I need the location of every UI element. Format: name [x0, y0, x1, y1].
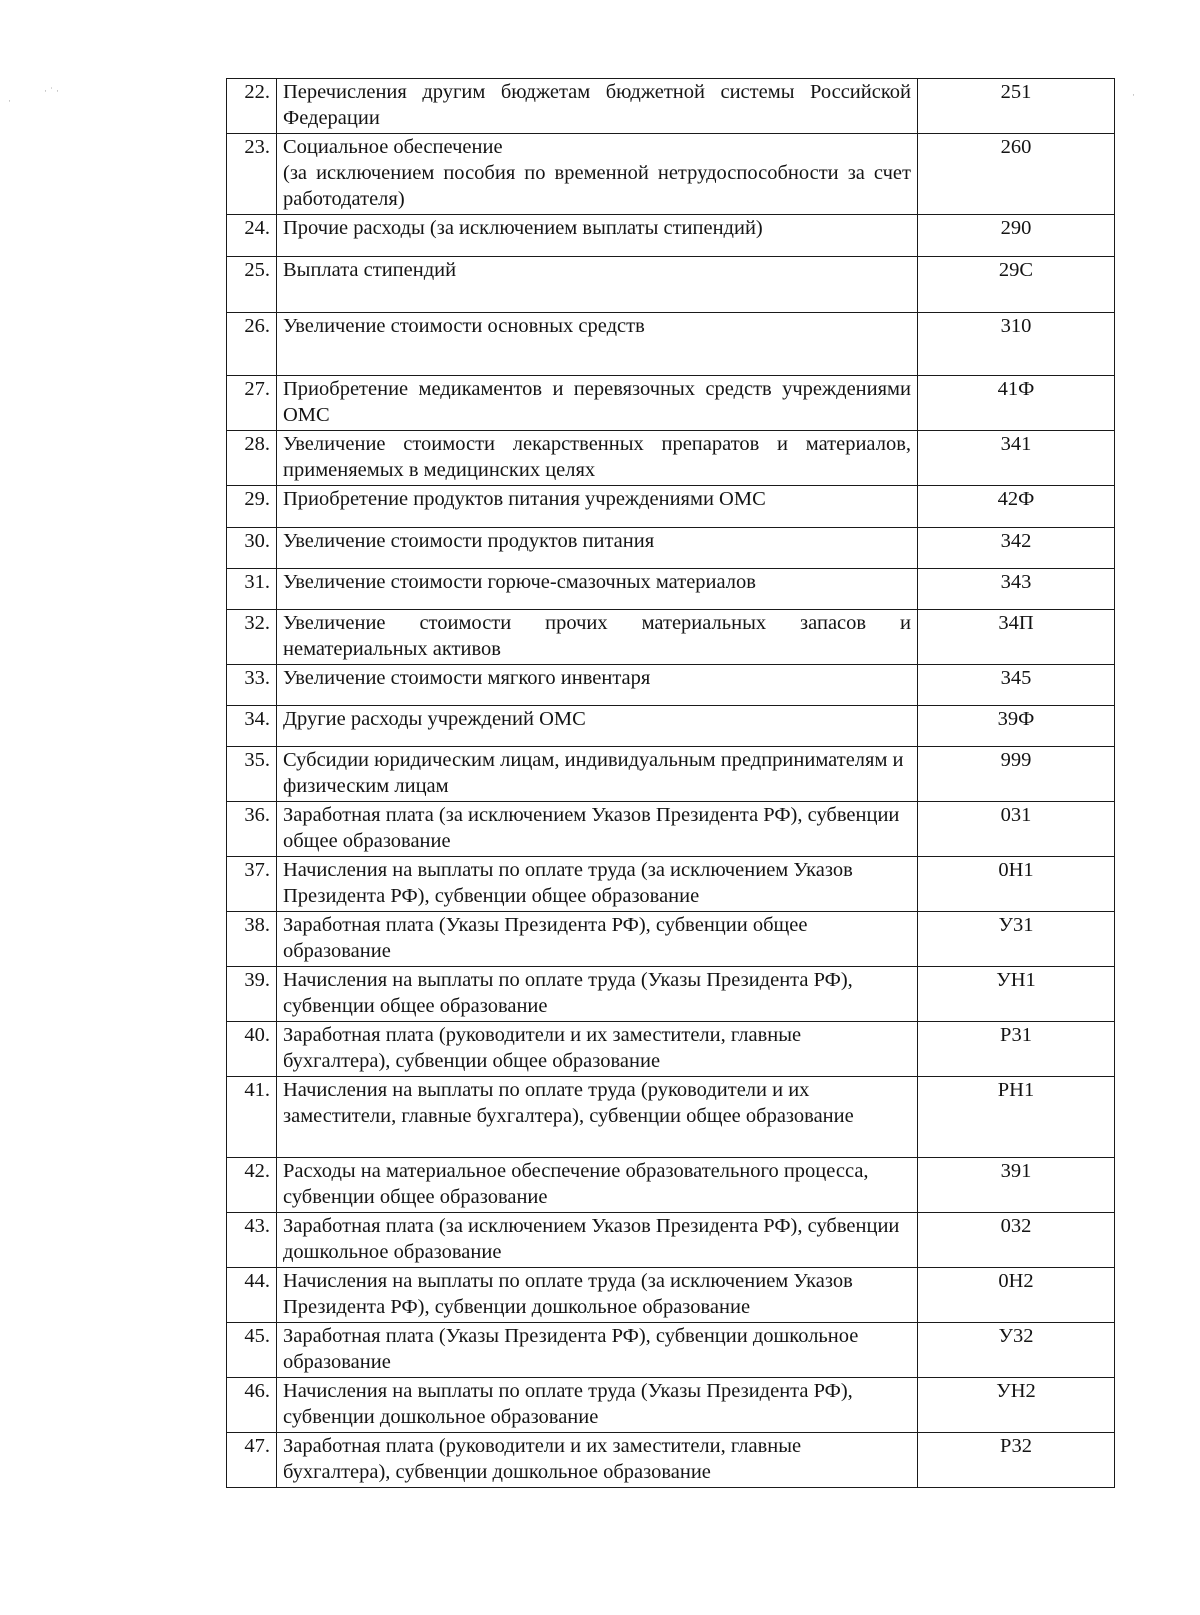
row-description: Увеличение стоимости мягкого инвентаря — [277, 665, 918, 706]
row-code: 0Н2 — [918, 1268, 1115, 1323]
row-code: 999 — [918, 747, 1115, 802]
row-number: 40. — [227, 1022, 277, 1077]
row-code: 032 — [918, 1213, 1115, 1268]
table-row — [227, 802, 1115, 857]
row-number: 25. — [227, 257, 277, 313]
row-description: Заработная плата (Указы Президента РФ), субвенции общее образование — [277, 912, 918, 967]
row-number: 27. — [227, 376, 277, 431]
row-description: Заработная плата (за исключением Указов Президента РФ), субвенции общее образование — [277, 802, 918, 857]
table-row — [227, 1158, 1115, 1213]
table-row — [227, 215, 1115, 257]
expense-codes-table — [226, 78, 1115, 1488]
row-code: 34П — [918, 610, 1115, 665]
row-code: 391 — [918, 1158, 1115, 1213]
row-number: 32. — [227, 610, 277, 665]
row-description: Начисления на выплаты по оплате труда (руководители и их заместители, главные бухгалтера), субвенции общее образование — [277, 1077, 918, 1158]
row-code: 341 — [918, 431, 1115, 486]
row-description: Выплата стипендий — [277, 257, 918, 313]
row-description: Увеличение стоимости основных средств — [277, 313, 918, 376]
row-description: Заработная плата (руководители и их заместители, главные бухгалтера), субвенции дошкольное образование — [277, 1433, 918, 1488]
table-row — [227, 1077, 1115, 1158]
table-row — [227, 1323, 1115, 1378]
row-description: Заработная плата (Указы Президента РФ), субвенции дошкольное образование — [277, 1323, 918, 1378]
row-description: Увеличение стоимости продуктов питания — [277, 528, 918, 569]
row-number: 23. — [227, 134, 277, 215]
row-code: 260 — [918, 134, 1115, 215]
table-row — [227, 665, 1115, 706]
table-row — [227, 1433, 1115, 1488]
row-description: Другие расходы учреждений ОМС — [277, 706, 918, 747]
row-number: 35. — [227, 747, 277, 802]
row-code: 031 — [918, 802, 1115, 857]
row-number: 44. — [227, 1268, 277, 1323]
table-row — [227, 1268, 1115, 1323]
row-number: 45. — [227, 1323, 277, 1378]
row-number: 31. — [227, 569, 277, 610]
row-code: 310 — [918, 313, 1115, 376]
row-description: Прочие расходы (за исключением выплаты стипендий) — [277, 215, 918, 257]
table-row — [227, 747, 1115, 802]
row-description: Приобретение продуктов питания учреждениями ОМС — [277, 486, 918, 528]
row-description: Начисления на выплаты по оплате труда (Указы Президента РФ), субвенции общее образование — [277, 967, 918, 1022]
row-description: Приобретение медикаментов и перевязочных средств учреждениями ОМС — [277, 376, 918, 431]
table-row — [227, 1022, 1115, 1077]
row-description: Начисления на выплаты по оплате труда (за исключением Указов Президента РФ), субвенции общее образование — [277, 857, 918, 912]
row-number: 47. — [227, 1433, 277, 1488]
table-row — [227, 257, 1115, 313]
row-description: Увеличение стоимости прочих материальных запасов и нематериальных активов — [277, 610, 918, 665]
row-description: Начисления на выплаты по оплате труда (за исключением Указов Президента РФ), субвенции дошкольное образование — [277, 1268, 918, 1323]
row-code: 290 — [918, 215, 1115, 257]
row-code: 345 — [918, 665, 1115, 706]
table-row — [227, 431, 1115, 486]
row-code: 41Ф — [918, 376, 1115, 431]
row-number: 41. — [227, 1077, 277, 1158]
row-number: 33. — [227, 665, 277, 706]
row-code: 342 — [918, 528, 1115, 569]
row-number: 34. — [227, 706, 277, 747]
table-row — [227, 134, 1115, 215]
table-row — [227, 1213, 1115, 1268]
table-row — [227, 912, 1115, 967]
table-row — [227, 376, 1115, 431]
row-number: 28. — [227, 431, 277, 486]
table-row — [227, 706, 1115, 747]
row-description: Заработная плата (руководители и их заместители, главные бухгалтера), субвенции общее образование — [277, 1022, 918, 1077]
table-row — [227, 967, 1115, 1022]
row-number: 37. — [227, 857, 277, 912]
row-description: Расходы на материальное обеспечение образовательного процесса, субвенции общее образование — [277, 1158, 918, 1213]
row-number: 29. — [227, 486, 277, 528]
row-code: 42Ф — [918, 486, 1115, 528]
row-number: 36. — [227, 802, 277, 857]
table-row — [227, 1378, 1115, 1433]
scan-speck: · — [8, 96, 14, 106]
scan-speck: ·˙· — [44, 86, 62, 96]
row-number: 38. — [227, 912, 277, 967]
row-description: Перечисления другим бюджетам бюджетной системы Российской Федерации — [277, 79, 918, 134]
row-description: Начисления на выплаты по оплате труда (Указы Президента РФ), субвенции дошкольное образование — [277, 1378, 918, 1433]
table-row — [227, 79, 1115, 134]
table-row — [227, 857, 1115, 912]
row-description: Увеличение стоимости горюче-смазочных материалов — [277, 569, 918, 610]
row-description: Увеличение стоимости лекарственных препаратов и материалов, применяемых в медицинских целях — [277, 431, 918, 486]
row-code: У32 — [918, 1323, 1115, 1378]
row-code: У31 — [918, 912, 1115, 967]
row-code: РН1 — [918, 1077, 1115, 1158]
row-code: 39Ф — [918, 706, 1115, 747]
row-number: 39. — [227, 967, 277, 1022]
row-number: 43. — [227, 1213, 277, 1268]
row-number: 42. — [227, 1158, 277, 1213]
row-code: 343 — [918, 569, 1115, 610]
row-number: 46. — [227, 1378, 277, 1433]
row-code: 0Н1 — [918, 857, 1115, 912]
row-description: Заработная плата (за исключением Указов Президента РФ), субвенции дошкольное образование — [277, 1213, 918, 1268]
table-row — [227, 610, 1115, 665]
row-code: УН1 — [918, 967, 1115, 1022]
row-number: 24. — [227, 215, 277, 257]
table-row — [227, 313, 1115, 376]
row-number: 30. — [227, 528, 277, 569]
row-number: 22. — [227, 79, 277, 134]
table-row — [227, 569, 1115, 610]
scan-speck: · — [1132, 90, 1138, 100]
table-row — [227, 486, 1115, 528]
row-code: 29С — [918, 257, 1115, 313]
row-description: Субсидии юридическим лицам, индивидуальным предпринимателям и физическим лицам — [277, 747, 918, 802]
row-code: 251 — [918, 79, 1115, 134]
table-row — [227, 528, 1115, 569]
row-code: УН2 — [918, 1378, 1115, 1433]
row-code: Р32 — [918, 1433, 1115, 1488]
row-code: Р31 — [918, 1022, 1115, 1077]
row-number: 26. — [227, 313, 277, 376]
row-description: Социальное обеспечение (за исключением пособия по временной нетрудоспособности за счет работодателя) — [277, 134, 918, 215]
